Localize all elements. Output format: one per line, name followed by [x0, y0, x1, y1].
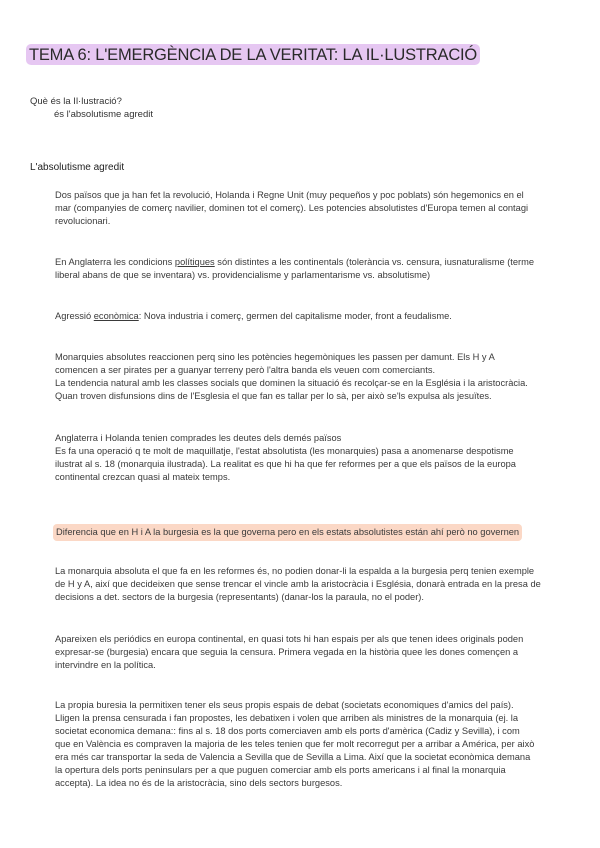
paragraph-line: Monarquies absolutes reaccionen perq sino les potències hegemòniques les passen per damunt. Els H y A [55, 352, 495, 362]
section-heading: L'absolutisme agredit [30, 162, 125, 173]
text-run: En Anglaterra les condicions [55, 257, 175, 267]
paragraph-line: ilustrat al s. 18 (monarquia ilustrada). La realitat es que hi ha que fer reformes per a que els països de la europa [55, 459, 516, 469]
text-run: són distintes a les continentals (tolerància vs. censura, iusnaturalisme (terme [214, 257, 535, 267]
paragraph-line: Es fa una operació q te molt de maquillatje, l'estat absolutista (les monarquies) pasa a anomenarse despotisme [55, 446, 514, 456]
paragraph-4 [55, 351, 575, 403]
text-run: Agressió [55, 311, 94, 321]
paragraph-line: Quan troven disfunsions dins de l'Esglesia el que fan es tallar per lo sà, per això se'ls expulsa als jesuïtes. [55, 391, 492, 401]
page-title: TEMA 6: L'EMERGÈNCIA DE LA VERITAT: LA IL·LUSTRACIÓ [26, 44, 480, 65]
paragraph-line: comencen a ser pirates per a guanyar terreny però l'altra banda els veuen com comerciants. [55, 365, 436, 375]
paragraph-line: revolucionari. [55, 216, 111, 226]
paragraph-line: expresar-se (burgesia) encara que seguia la censura. Primera vegada en la història quee les dones començen a [55, 647, 519, 657]
paragraph-line: Lligen la prensa censurada i fan propostes, les debatixen i volen que arriben als ministres de la monarquia (ej. la [55, 713, 519, 723]
paragraph-line: era més car transportar la seda de Valencia a Sevilla que de Sevilla a Lima. Així que la societat econòmica demana [55, 752, 531, 762]
underlined-word: econòmica [93, 311, 139, 321]
paragraph-2 [55, 256, 575, 282]
paragraph-line: de H y A, així que decideixen que sense trencar el vincle amb la aristocràcia i Església, donarà entrada en la presa de [55, 579, 541, 589]
paragraph-7 [55, 633, 575, 672]
paragraph-3 [55, 310, 575, 323]
underlined-word: polítiques [174, 257, 215, 267]
paragraph-line: Anglaterra i Holanda tenien comprades les deutes dels demés països [55, 433, 342, 443]
paragraph-line: La tendencia natural amb les classes socials que dominen la situació és recolçar-se en la Església i la aristocràcia. [55, 378, 528, 388]
paragraph-line: continental crezcan quasi al mateix temps. [55, 472, 231, 482]
paragraph-line: mar (companyies de comerç navilier, dominen tot el comerç). Les potencies absolutistes d'Europa temen al contagi [55, 203, 529, 213]
paragraph-line: accepta). La idea no és de la aristocràcia, sino dels sectors burgesos. [55, 778, 343, 788]
paragraph-line [55, 310, 575, 323]
paragraph-line: La propia buresia la permitixen tener els seus propis espais de debat (societats economiques d'amics del país). [55, 700, 514, 710]
paragraph-line: intervindre en la política. [55, 660, 156, 670]
intro-answer: és l'absolutisme agredit [54, 109, 153, 120]
paragraph-line: Dos països que ja han fet la revolució, Holanda i Regne Unit (muy pequeños y poc poblats) són hegemonics en el [55, 190, 524, 200]
paragraph-8 [55, 699, 575, 790]
paragraph-line [55, 256, 575, 269]
intro-question: Què és la Il·lustració? [30, 96, 122, 107]
paragraph-line: Apareixen els periódics en europa continental, en quasi tots hi han espais per als que tenen idees originals poden [55, 634, 524, 644]
paragraph-line: societat economica demana:: fins al s. 18 dos ports comerciaven amb els ports d'amèrica (Cadiz y Sevilla), i com [55, 726, 520, 736]
highlighted-note: Diferencia que en H i A la burgesia es la que governa pero en els estats absolutistes están ahí però no governen [53, 524, 522, 541]
paragraph-line: La monarquia absoluta el que fa en les reformes és, no podien donar-li la espalda a la burgesia perq tenien exemple [55, 566, 535, 576]
paragraph-1 [55, 189, 575, 228]
paragraph-5 [55, 432, 575, 484]
paragraph-line: decisions a det. sectors de la burgesia (representants) (danar-los la paraula, no el poder). [55, 592, 424, 602]
paragraph-line: la opertura dels ports peninsulars per a que puguen comerciar amb els ports americans i al final la monarquia [55, 765, 506, 775]
paragraph-6 [55, 565, 575, 604]
text-run: : Nova industria i comerç, germen del capitalisme moder, front a feudalisme. [138, 311, 452, 321]
paragraph-line: que en València es compraven la majoria de les teles tenien que fer molt recorregut per a arribar a América, per això [55, 739, 535, 749]
paragraph-line: liberal abans de que se inventara) vs. providencialisme y parlamentarisme vs. absolutisme) [55, 270, 431, 280]
